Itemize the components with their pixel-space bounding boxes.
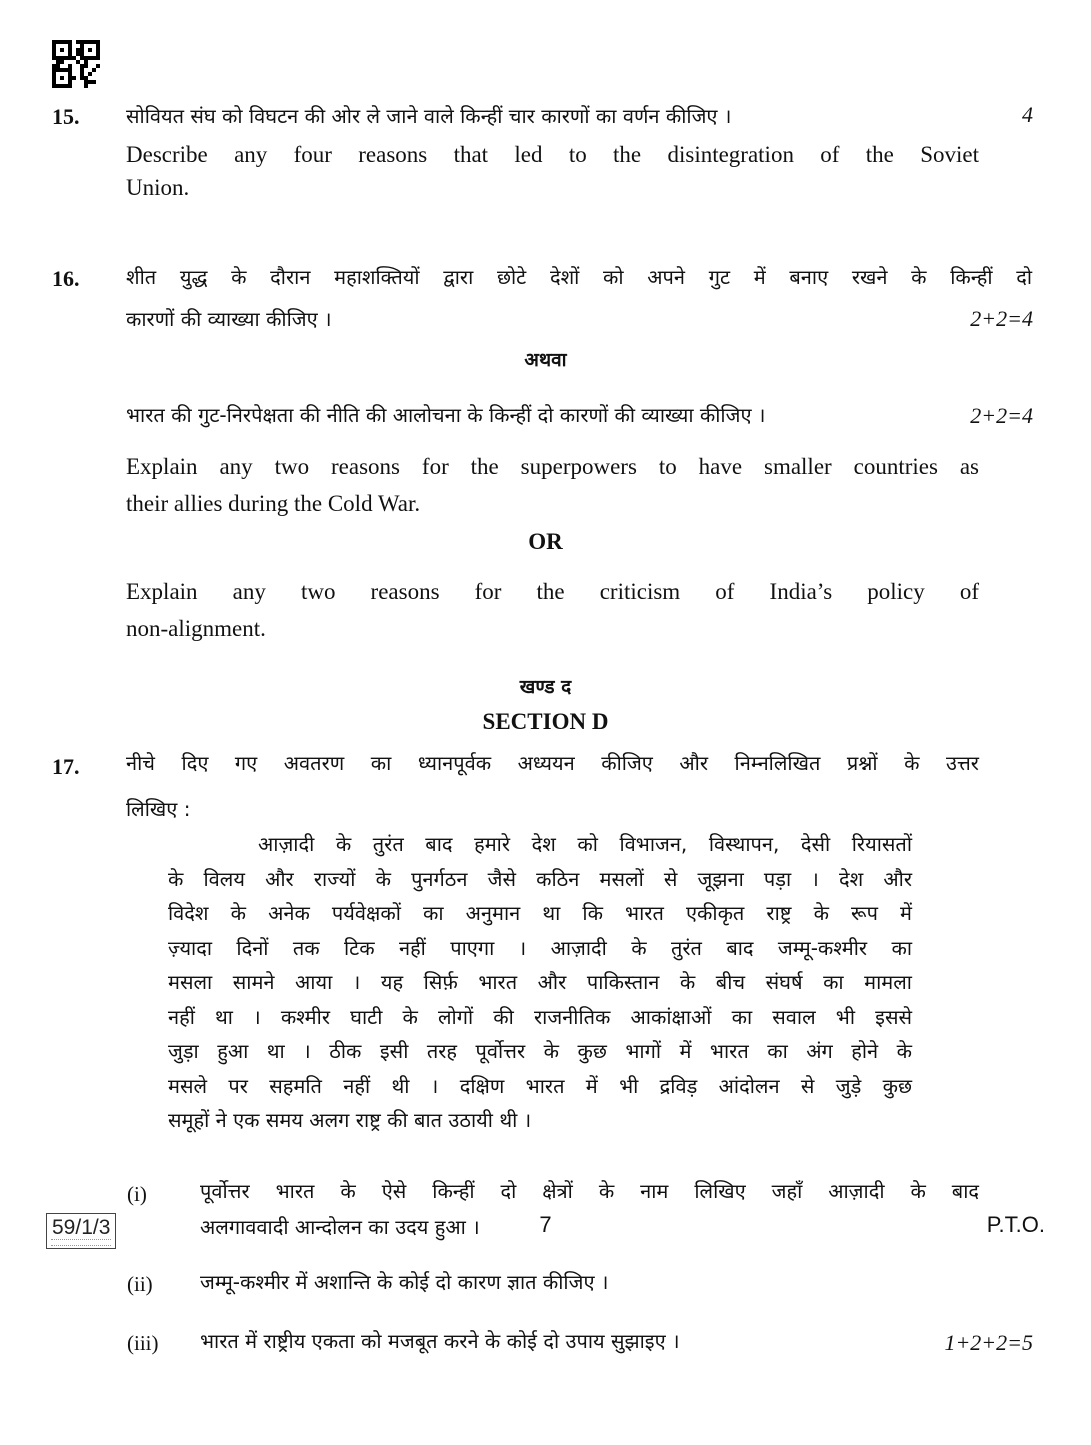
question-17-number: 17. [52, 754, 80, 779]
passage-line: विदेश के अनेक पर्यवेक्षकों का अनुमान था कि भारत एकीकृत राष्ट्र के रूप में [168, 901, 912, 925]
passage [168, 827, 912, 1138]
paper-code-text: 59/1/3 [52, 1216, 111, 1239]
question-16-marks-1: 2+2=4 [970, 306, 1033, 331]
passage-line: मसले पर सहमति नहीं थी । दक्षिण भारत में भी द्रविड़ आंदोलन से जुड़े कुछ [168, 1073, 912, 1098]
question-16-marks-2: 2+2=4 [970, 403, 1033, 428]
qr-code [52, 40, 100, 88]
question-16-english-line1: Explain any two reasons for the superpowers to have smaller countries as [126, 454, 979, 479]
question-17-marks: 1+2+2=5 [944, 1330, 1033, 1355]
question-16-alt-hindi: भारत की गुट-निरपेक्षता की नीति की आलोचना के किन्हीं दो कारणों की व्याख्या कीजिए । [126, 403, 766, 427]
subquestion-iii-label: (iii) [127, 1331, 159, 1355]
page-number: 7 [539, 1212, 552, 1237]
question-16-hindi-line1: शीत युद्ध के दौरान महाशक्तियों द्वारा छोटे देशों को अपने गुट में बनाए रखने के किन्हीं दो [126, 265, 1032, 289]
section-heading-hindi: खण्ड द [519, 676, 572, 698]
passage-line: के विलय और राज्यों के पुनर्गठन जैसे कठिन मसलों से जूझना पड़ा । देश और [168, 866, 912, 891]
or-hindi: अथवा [524, 349, 567, 371]
question-15-english-line2: Union. [126, 175, 190, 200]
question-16-english-line2: their allies during the Cold War. [126, 491, 421, 516]
question-17-intro-line1: नीचे दिए गए अवतरण का ध्यानपूर्वक अध्ययन कीजिए और निम्नलिखित प्रश्नों के उत्तर [126, 751, 979, 775]
passage-line: आज़ादी के तुरंत बाद हमारे देश को विभाजन, विस्थापन, देसी रियासतों [258, 832, 912, 856]
question-16-alt-english-line2: non-alignment. [126, 616, 266, 641]
passage-line: समूहों ने एक समय अलग राष्ट्र की बात उठायी थी । [168, 1108, 532, 1132]
question-16-hindi-line2: कारणों की व्याख्या कीजिए । [126, 307, 332, 331]
question-15-number: 15. [52, 104, 80, 129]
question-16-number: 16. [52, 266, 80, 291]
subquestion-i-label: (i) [127, 1182, 147, 1206]
passage-line: नहीं था । कश्मीर घाटी के लोगों की राजनीतिक आकांक्षाओं का सवाल भी इससे [168, 1004, 912, 1029]
section-heading-english: SECTION D [482, 709, 609, 734]
subquestion-i-line1: पूर्वोत्तर भारत के ऐसे किन्हीं दो क्षेत्रों के नाम लिखिए जहाँ आज़ादी के बाद [200, 1179, 979, 1203]
passage-line: ज़्यादा दिनों तक टिक नहीं पाएगा । आज़ादी के तुरंत बाद जम्मू-कश्मीर का [168, 935, 912, 960]
question-17-intro-line2: लिखिए : [126, 797, 191, 821]
qr-module [96, 84, 100, 88]
subquestion-ii-text: जम्मू-कश्मीर में अशान्ति के कोई दो कारण ज्ञात कीजिए । [200, 1270, 609, 1294]
or-english: OR [528, 529, 563, 554]
question-15-english-line1: Describe any four reasons that led to the disintegration of the Soviet [126, 142, 979, 167]
subquestion-i-line2: अलगाववादी आन्दोलन का उदय हुआ । [200, 1215, 480, 1239]
subquestion-ii-label: (ii) [127, 1272, 153, 1296]
pto-label: P.T.O. [986, 1212, 1045, 1237]
question-16-alt-english-line1: Explain any two reasons for the criticism of India’s policy of [126, 579, 979, 604]
question-15-hindi: सोवियत संघ को विघटन की ओर ले जाने वाले किन्हीं चार कारणों का वर्णन कीजिए । [126, 104, 732, 128]
passage-line: मसला सामने आया । यह सिर्फ़ भारत और पाकिस्तान के बीच संघर्ष का मामला [168, 970, 912, 994]
subquestion-iii-text: भारत में राष्ट्रीय एकता को मजबूत करने के कोई दो उपाय सुझाइए । [200, 1329, 680, 1353]
question-15-marks: 4 [1022, 102, 1033, 127]
passage-line: जुड़ा हुआ था । ठीक इसी तरह पूर्वोत्तर के कुछ भागों में भारत का अंग होने के [168, 1039, 912, 1063]
